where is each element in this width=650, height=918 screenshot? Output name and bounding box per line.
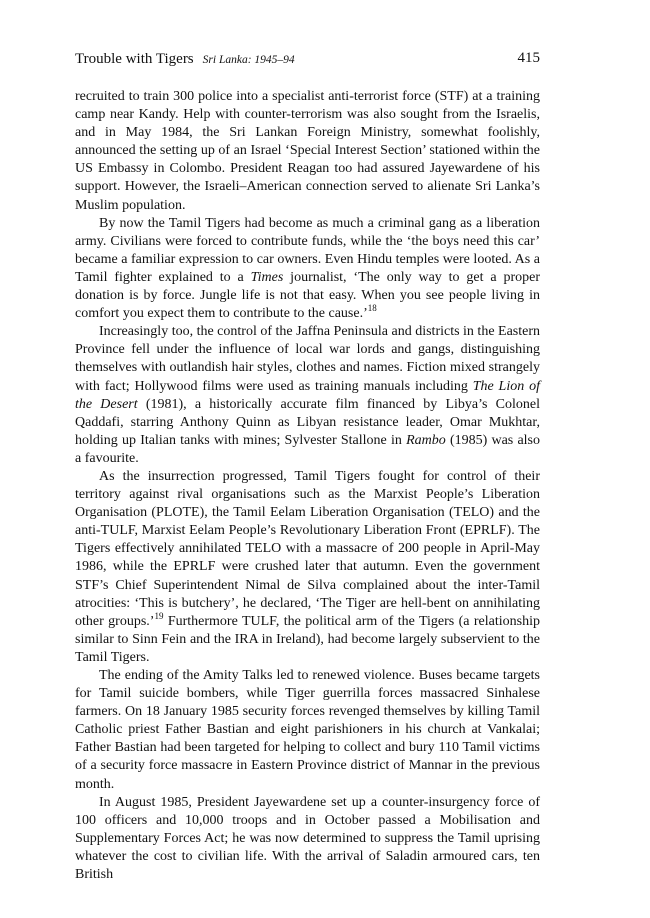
text-run: The ending of the Amity Talks led to renewed violence. Buses became targets for Tamil suicide bombers, while Tiger guerrilla forces massacred Sinhalese farmers. On 18 January 1985 security forces revenged themselves by killing Tamil Catholic priest Father Bastian and eight parishioners in his church at Vankalai; Father Bastian had been targeted for helping to collect and bury 110 Tamil victims of a security force massacre in Eastern Province district of Mannar in the previous month. bbox=[75, 668, 540, 792]
text-run: As the insurrection progressed, Tamil Tigers fought for control of their territory against rival organisations such as the Marxist People’s Liberation Organisation (PLOTE), the Tamil Eelam Liberation Organisation (TELO) and the anti-TULF, Marxist Eelam People’s Revolutionary Liberation Front (EPRLF). The Tigers effectively annihilated TELO with a massacre of 200 people in April-May 1986, while the EPRLF were crushed later that autumn. Even the government STF’s Chief Superintendent Nimal de Silva complained about the inter-Tamil atrocities: ‘This is butchery’, he declared, ‘The Tiger are hell-bent on annihilating other groups.’ bbox=[75, 468, 540, 629]
text-run: (1981), a historically accurate film financed by Libya’s Colonel Qaddafi, starring Anthony Quinn as Libyan resistance leader, Omar Mukhtar, holding up Italian tanks with mines; Sylvester Stallone in bbox=[75, 396, 540, 448]
paragraph bbox=[75, 323, 540, 468]
running-title: Trouble with Tigers bbox=[75, 51, 194, 67]
text-run: recruited to train 300 police into a specialist anti-terrorist force (STF) at a training camp near Kandy. Help with counter-terrorism was also sought from the Israelis, and in May 1984, the Sri Lankan Foreign Ministry, somewhat foolishly, announced the setting up of an Israel ‘Special Interest Section’ stationed within the US Embassy in Colombo. President Reagan too had assured Jayewardene of his support. However, the Israeli–American connection served to alienate Sri Lanka’s Muslim population. bbox=[75, 89, 540, 213]
running-subtitle: Sri Lanka: 1945–94 bbox=[202, 54, 295, 66]
body-text bbox=[75, 88, 540, 884]
italic-title: Times bbox=[250, 269, 284, 285]
page-number: 415 bbox=[517, 50, 540, 66]
paragraph bbox=[75, 88, 540, 215]
text-run: (1985) was also a favourite. bbox=[75, 432, 541, 466]
text-run: journalist, ‘The only way to get a proper donation is by force. Jungle life is not that easy. When you see people living in comfort you expect them to contribute to the cause.’ bbox=[75, 269, 540, 322]
text-run: Furthermore TULF, the political arm of the Tigers (a relationship similar to Sinn Fein and the IRA in Ireland), had become largely subservient to the Tamil Tigers. bbox=[75, 613, 540, 665]
italic-title: Rambo bbox=[406, 432, 446, 448]
paragraph bbox=[75, 667, 540, 794]
text-run: By now the Tamil Tigers had become as much a criminal gang as a liberation army. Civilians were forced to contribute funds, while the ‘the boys need this car’ became a familiar expression to car owners. Even Hindu temples were looted. As a Tamil fighter explained to a bbox=[75, 215, 540, 285]
text-run: Increasingly too, the control of the Jaffna Peninsula and districts in the Eastern Province fell under the influence of local war lords and gangs, distinguishing themselves with outlandish hair styles, clothes and names. Fiction mixed strangely with fact; Hollywood films were used as training manuals including bbox=[75, 324, 541, 394]
paragraph bbox=[75, 215, 540, 324]
paragraph bbox=[75, 468, 540, 667]
running-header bbox=[75, 50, 540, 70]
italic-title: The Lion of the Desert bbox=[75, 378, 540, 412]
footnote-ref: 19 bbox=[154, 610, 164, 621]
text-run: In August 1985, President Jayewardene set up a counter-insurgency force of 100 officers and 10,000 troops and in October passed a Mobilisation and Supplementary Forces Act; he was now determined to suppress the Tamil uprising whatever the cost to civilian life. With the arrival of Saladin armoured cars, ten British bbox=[75, 794, 540, 883]
paragraph bbox=[75, 794, 540, 884]
footnote-ref: 18 bbox=[367, 303, 377, 314]
